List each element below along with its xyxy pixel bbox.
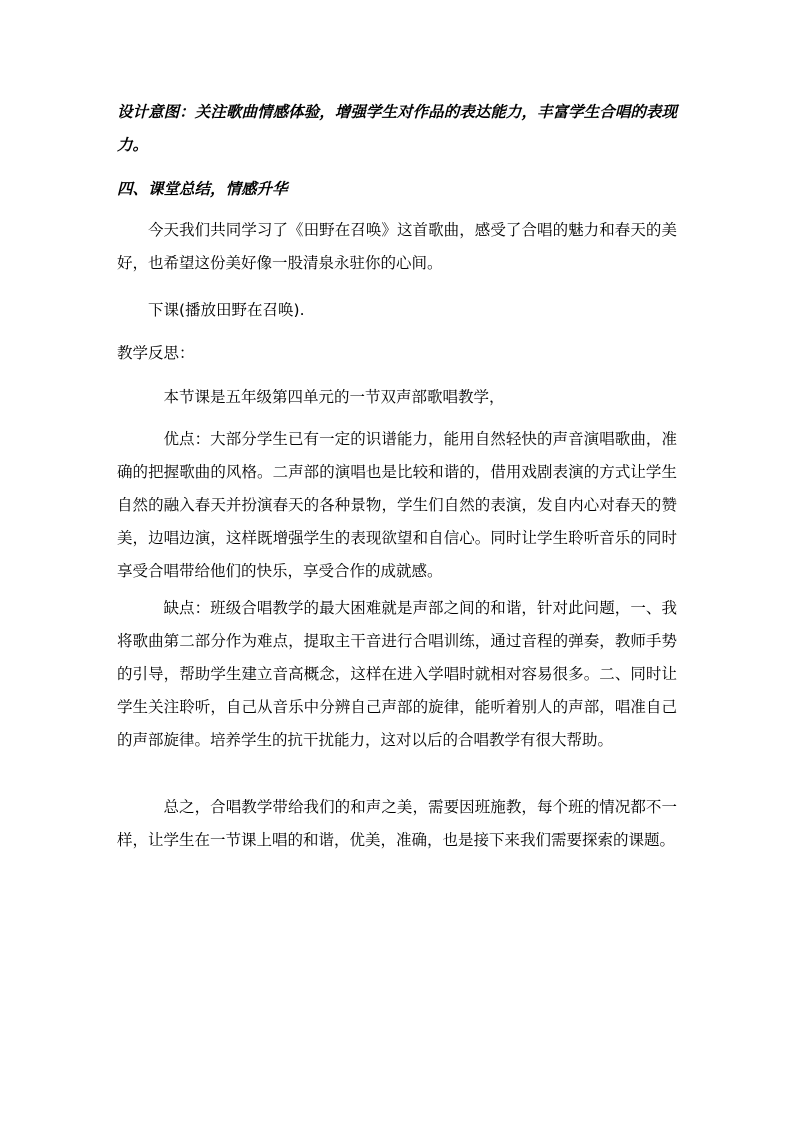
weaknesses-paragraph: 缺点：班级合唱教学的最大困难就是声部之间的和谐，针对此问题，一、我将歌曲第二部分作为难点，提取主干音进行合唱训练，通过音程的弹奏，教师手势的引导，帮助学生建立音高概念，这样在进入学唱时就相对容易很多。二、同时让学生关注聆听，自己从音乐中分辨自己声部的旋律，能听着别人的声部，唱准自己的声部旋律。培养学生的抗干扰能力，这对以后的合唱教学有很大帮助。 bbox=[117, 599, 677, 749]
strengths-paragraph: 优点：大部分学生已有一定的识谱能力，能用自然轻快的声音演唱歌曲，准确的把握歌曲的风格。二声部的演唱也是比较和谐的，借用戏剧表演的方式让学生自然的融入春天并扮演春天的各种景物，学生们自然的表演，发自内心对春天的赞美，边唱边演，这样既增强学生的表现欲望和自信心。同时让学生聆听音乐的同时享受合唱带给他们的快乐，享受合作的成就感。 bbox=[117, 430, 677, 580]
section-four-heading: 四、课堂总结，情感升华 bbox=[117, 179, 288, 198]
design-intent-paragraph: 设计意图：关注歌曲情感体验，增强学生对作品的表达能力，丰富学生合唱的表现力。 bbox=[117, 102, 677, 154]
summary-paragraph: 今天我们共同学习了《田野在召唤》这首歌曲，感受了合唱的魅力和春天的美好，也希望这份美好像一股清泉永驻你的心间。 bbox=[117, 221, 677, 272]
class-end-line: 下课(播放田野在召唤). bbox=[148, 301, 305, 319]
reflection-heading: 教学反思： bbox=[117, 344, 195, 362]
reflection-intro: 本节课是五年级第四单元的一节双声部歌唱教学， bbox=[163, 388, 505, 406]
conclusion-paragraph: 总之，合唱教学带给我们的和声之美，需要因班施教，每个班的情况都不一样，让学生在一节课上唱的和谐，优美，准确，也是接下来我们需要探索的课题。 bbox=[117, 798, 677, 849]
